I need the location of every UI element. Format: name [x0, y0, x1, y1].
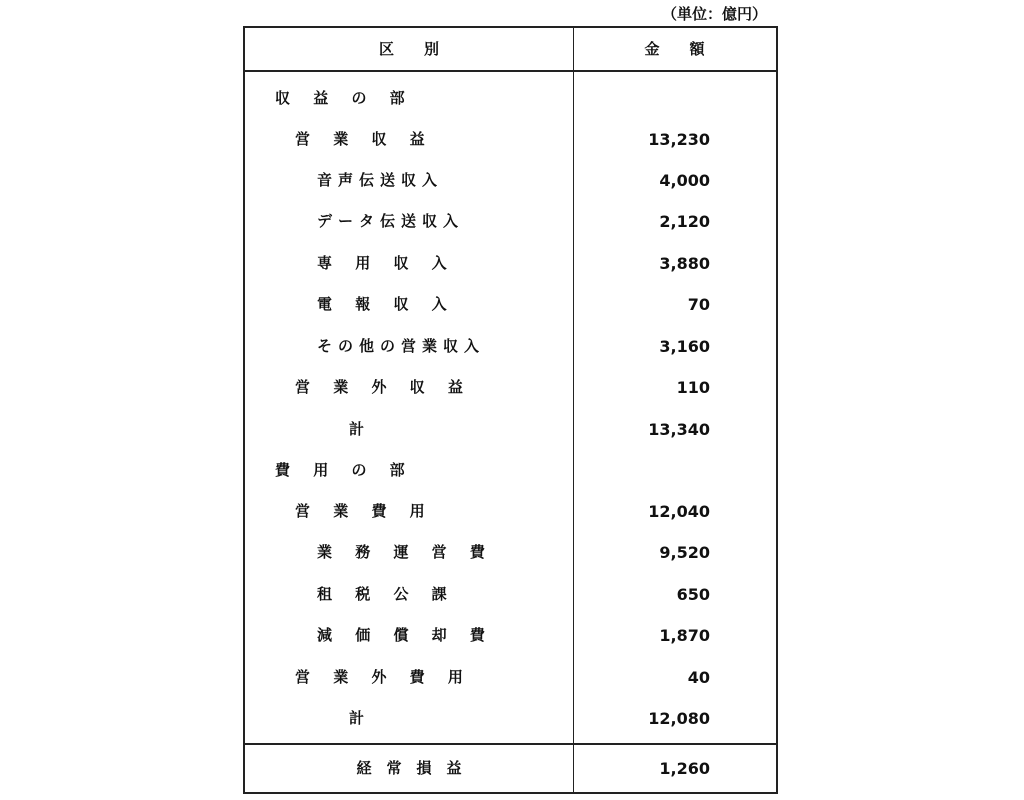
row-label: 営 業 収 益: [295, 130, 434, 148]
table-row: [245, 574, 776, 615]
footer-value: 1,260: [659, 759, 710, 778]
row-value: 1,870: [659, 626, 710, 645]
row-value: 12,040: [648, 502, 710, 521]
table-row: [245, 326, 776, 367]
table-row: [245, 119, 776, 160]
table-row-subtotal: [245, 698, 776, 739]
table-row: [245, 615, 776, 656]
row-value: 4,000: [659, 171, 710, 190]
income-statement-table: [243, 26, 778, 794]
table-row: [245, 532, 776, 573]
row-label: 営 業 外 費 用: [295, 668, 472, 686]
row-label: 租 税 公 課: [317, 585, 456, 603]
row-value: 40: [687, 668, 710, 687]
footer-label: 経 常 損 益: [356, 759, 462, 777]
row-label: 専 用 収 入: [317, 254, 456, 272]
row-label: 収 益 の 部: [275, 89, 414, 107]
row-label: 営 業 費 用: [295, 502, 434, 520]
table-row: [245, 657, 776, 698]
table-row: [245, 160, 776, 201]
table-header: [245, 28, 776, 72]
row-label: 費 用 の 部: [275, 461, 414, 479]
row-value: 13,340: [648, 420, 710, 439]
row-value: 2,120: [659, 212, 710, 231]
row-value: 650: [676, 585, 710, 604]
row-label: 減 価 償 却 費: [317, 626, 494, 644]
row-value: 9,520: [659, 543, 710, 562]
header-category: 区 別: [378, 40, 439, 58]
row-label: 音声伝送収入: [317, 171, 444, 189]
table-row: [245, 201, 776, 242]
table-row: [245, 78, 776, 119]
table-row: [245, 284, 776, 325]
row-value: 3,160: [659, 337, 710, 356]
unit-label: （単位：億円）: [662, 5, 768, 23]
row-value: 3,880: [659, 254, 710, 273]
row-value: 13,230: [648, 130, 710, 149]
row-label: 電 報 収 入: [317, 295, 456, 313]
table-row: [245, 491, 776, 532]
table-row: [245, 367, 776, 408]
row-value: 70: [687, 295, 710, 314]
row-label: データ伝送収入: [317, 212, 465, 230]
table-row-subtotal: [245, 409, 776, 450]
row-label: 業 務 運 営 費: [317, 543, 494, 561]
row-value: 110: [676, 378, 710, 397]
header-amount: 金 額: [644, 40, 705, 58]
row-label: 営 業 外 収 益: [295, 378, 472, 396]
row-value: 12,080: [648, 709, 710, 728]
row-label: 計: [349, 709, 374, 727]
row-label: その他の営業収入: [317, 337, 486, 355]
table-row: [245, 243, 776, 284]
row-label: 計: [349, 420, 374, 438]
table-footer: [245, 743, 776, 792]
table-row: [245, 450, 776, 491]
